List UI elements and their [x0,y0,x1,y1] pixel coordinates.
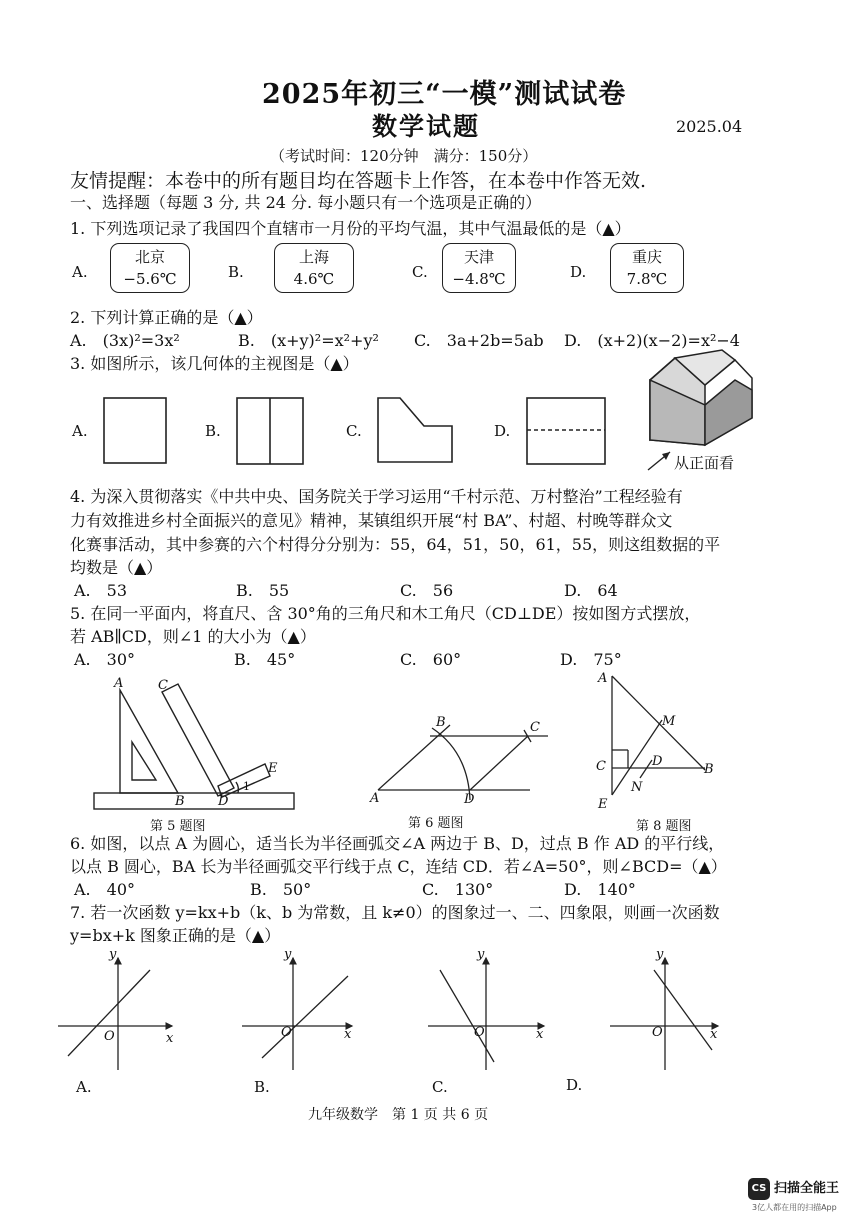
q1-option-d-label: D. [570,263,587,281]
q7-a-y-label: y [109,947,117,962]
q1-option-d-city: 重庆 [631,248,662,266]
fig5-point-c: C [158,678,168,693]
q1-option-b-city: 上海 [298,248,329,266]
q5-option-b: B. 45° [234,650,296,669]
q6-option-d: D. 140° [564,880,636,899]
q5-line-2: 若 AB∥CD，则∠1 的大小为（▲） [70,627,316,646]
q7-d-x-label: x [710,1027,718,1042]
q6-line-2: 以点 B 圆心，BA 长为半径画弧交平行线于点 C，连结 CD．若∠A=50°，则∠BCD=（▲） [70,857,727,876]
q3-option-c-label: C. [346,422,362,440]
page-footer: 九年级数学 第 1 页 共 6 页 [308,1107,489,1123]
q7-option-a-label: A. [76,1078,92,1096]
fig8-point-d: D [652,754,663,769]
fig6-point-b: B [436,715,446,730]
q1-option-a-city: 北京 [134,248,165,266]
q7-graph-c [428,958,544,1070]
fig5-point-e: E [268,761,278,776]
fig6-point-d: D [464,792,475,807]
fig8-caption: 第 8 题图 [636,819,692,834]
q4-option-c: C. 56 [400,581,454,600]
fig8-point-c: C [596,759,606,774]
q3-option-d-label: D. [494,422,511,440]
scanner-watermark [748,1178,860,1218]
scanner-brand-name: 扫描全能王 [774,1181,840,1196]
q4-option-b: B. 55 [236,581,290,600]
q3-option-b-label: B. [205,422,221,440]
q7-b-origin: O [281,1025,292,1040]
scanner-logo-icon: CS [748,1178,770,1200]
q1-option-b-label: B. [228,263,244,281]
fig5-caption: 第 5 题图 [150,819,206,834]
reminder: 友情提醒：本卷中的所有题目均在答题卡上作答，在本卷中作答无效. [70,170,647,192]
fig5-angle-1: 1 [243,780,250,793]
fig8-point-b: B [704,762,714,777]
q7-b-y-label: y [284,947,292,962]
fig8-point-a: A [598,671,608,686]
q6-line-1: 6. 如图，以点 A 为圆心，适当长为半径画弧交∠A 两边于 B、D，过点 B 作 AD 的平行线， [70,834,725,853]
exam-date: 2025.04 [676,117,743,136]
q2-option-c: C. 3a+2b=5ab [414,331,544,350]
q7-graph-a [58,958,172,1070]
q4-option-d: D. 64 [564,581,618,600]
q4-line-4: 均数是（▲） [70,558,163,577]
q7-graph-d [610,958,718,1070]
q6-option-a: A. 40° [74,880,136,899]
q1-option-d-temp: 7.8℃ [626,270,668,288]
q7-graph-b [242,958,352,1070]
q7-line-2: y=bx+k 图象正确的是（▲） [70,926,281,945]
page-subtitle: 数学试题 [372,112,481,141]
q5-line-1: 5. 在同一平面内，将直尺、含 30°角的三角尺和木工角尺（CD⊥DE）按如图方式摆放， [70,604,701,623]
q1-option-b-temp: 4.6℃ [293,270,335,288]
q6-option-b: B. 50° [250,880,312,899]
fig5-point-a: A [114,676,124,691]
q4-line-1: 4. 为深入贯彻落实《中共中央、国务院关于学习运用“千村示范、万村整治”工程经验有 [70,487,683,506]
q1-option-a-temp: −5.6℃ [123,270,177,288]
q7-option-d-label: D. [566,1076,583,1094]
page-title: 2025年初三“一模”测试试卷 [262,79,627,110]
q2-option-b: B. (x+y)²=x²+y² [238,331,379,350]
fig8-point-e: E [598,797,608,812]
section-heading: 一、选择题（每题 3 分, 共 24 分. 每小题只有一个选项是正确的） [70,193,542,212]
q7-b-x-label: x [344,1027,352,1042]
q1-option-a-label: A. [72,263,88,281]
q7-c-y-label: y [477,947,485,962]
q1-option-c-city: 天津 [463,248,494,266]
fig6-point-c: C [530,720,540,735]
q2-option-d: D. (x+2)(x−2)=x²−4 [564,331,740,350]
q5-option-c: C. 60° [400,650,462,669]
q7-c-origin: O [474,1025,485,1040]
q7-line-1: 7. 若一次函数 y=kx+b（k、b 为常数，且 k≠0）的图象过一、二、四象限，则画一次函数 [70,903,720,922]
fig8-point-m: M [662,714,676,729]
q4-line-2: 力有效推进乡村全面振兴的意见》精神，某镇组织开展“村 BA”、村超、村晚等群众文 [70,511,673,530]
scanner-brand-tagline: 3亿人都在用的扫描App [752,1203,837,1212]
q1-option-c-label: C. [412,263,428,281]
q5-option-d: D. 75° [560,650,622,669]
exam-info: （考试时间：120分钟 满分：150分） [270,147,538,165]
q4-option-a: A. 53 [74,581,128,600]
q4-line-3: 化赛事活动，其中参赛的六个村得分分别为：55，64，51，50，61，55，则这组数据的平 [70,535,721,554]
q7-option-b-label: B. [254,1078,270,1096]
q1-stem: 1. 下列选项记录了我国四个直辖市一月份的平均气温，其中气温最低的是（▲） [70,219,631,238]
q7-d-y-label: y [656,947,664,962]
fig8-point-n: N [631,780,643,795]
q7-a-x-label: x [166,1031,174,1046]
q3-view-caption: 从正面看 [674,454,735,472]
q7-d-origin: O [652,1025,663,1040]
fig5-point-b: B [175,794,185,809]
q2-stem: 2. 下列计算正确的是（▲） [70,308,263,327]
q5-option-a: A. 30° [74,650,136,669]
q2-option-a: A. (3x)²=3x² [70,331,180,350]
q1-option-c-temp: −4.8℃ [452,270,506,288]
q7-c-x-label: x [536,1027,544,1042]
q7-a-origin: O [104,1029,115,1044]
fig6-point-a: A [370,791,380,806]
fig5-point-d: D [218,794,229,809]
q3-stem: 3. 如图所示，该几何体的主视图是（▲） [70,354,359,373]
q7-option-c-label: C. [432,1078,448,1096]
q6-option-c: C. 130° [422,880,494,899]
fig6-caption: 第 6 题图 [408,816,464,831]
q3-option-a-label: A. [72,422,88,440]
